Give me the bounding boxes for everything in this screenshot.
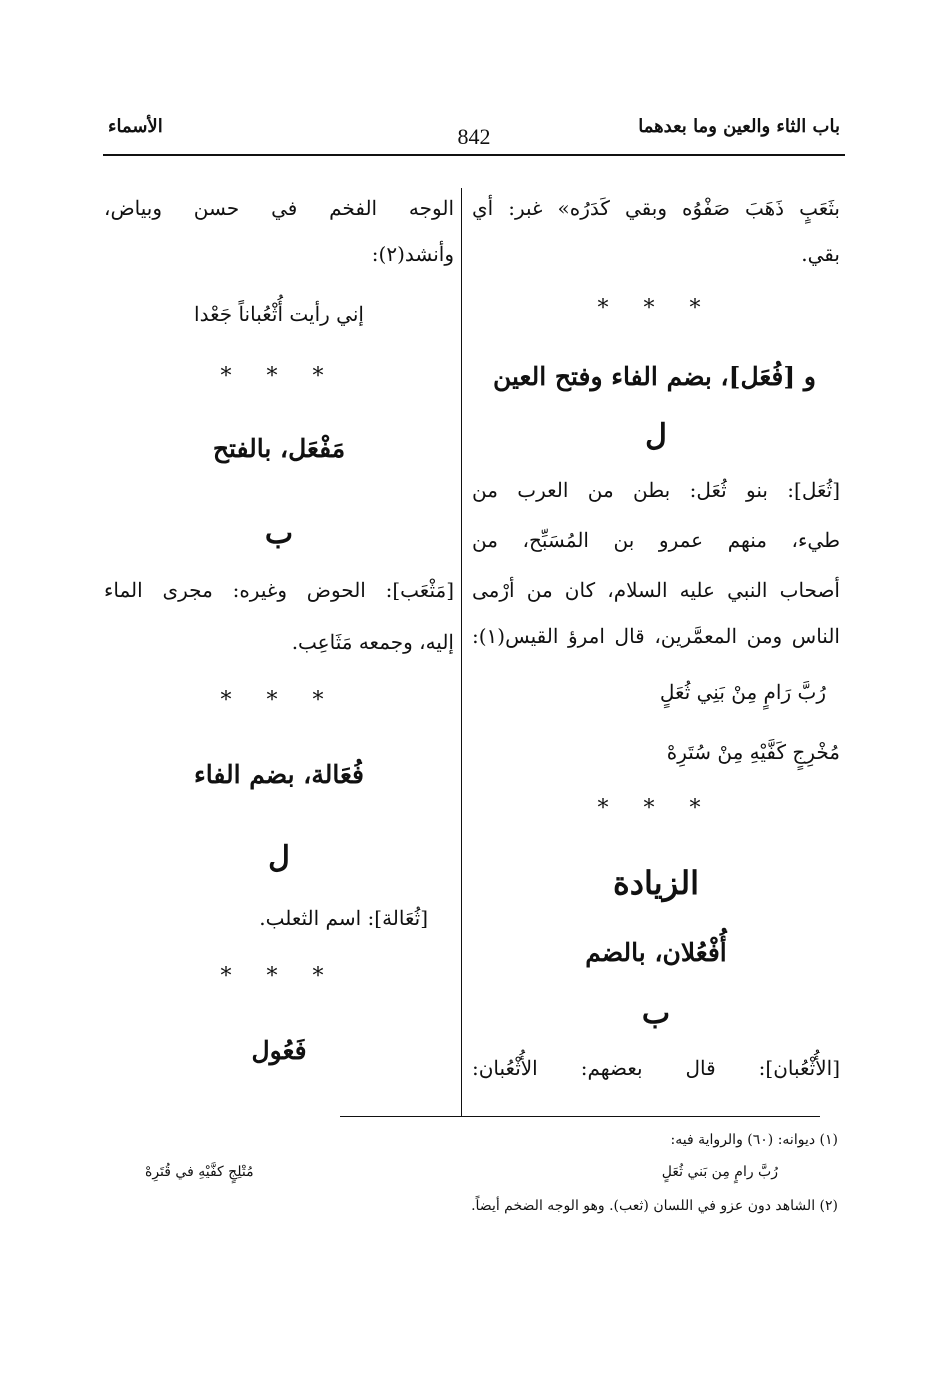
right-text-line-2: بقي. [801, 242, 840, 266]
running-header-right: باب الثاء والعين وما بعدهما [638, 116, 840, 137]
footnote-2: (٢) الشاهد دون عزو في اللسان (ثعب). وهو الوجه الضخم أيضاً. [471, 1198, 838, 1214]
verse-hemistich-2: مُخْرِجٍ كَفَّيْهِ مِنْ سُتَرِهْ [666, 740, 840, 764]
right-text-line-5: أصحاب النبي عليه السلام، كان من أرْمى [472, 578, 840, 602]
left-text-line-1: الوجه الفخم في حسن وبياض، [104, 196, 454, 220]
section-separator: * * * [220, 688, 338, 713]
section-heading: مَفْعَل، بالفتح [212, 434, 346, 463]
right-text-line-4: طيء، منهم عمرو بن المُسَبِّح، من [472, 528, 840, 552]
root-letter-heading: ب [264, 516, 294, 551]
footnote-rule [340, 1116, 820, 1117]
left-text-line-2: وأنشد(٢): [371, 242, 454, 266]
footnote-1: (١) ديوانه: (٦٠) والرواية فيه: [670, 1132, 838, 1148]
section-heading: و [فُعَل]، بضم الفاء وفتح العين [492, 362, 816, 391]
verse-hemistich-1: رُبَّ رَامٍ مِنْ بَنِي ثُعَلٍ [659, 680, 826, 704]
footnote-verse-b: مُتْلِجٍ كفَّيْهِ في قُتَرِهْ [145, 1164, 254, 1180]
right-text-line-6: الناس ومن المعمَّرين، قال امرؤ القيس(١): [472, 624, 840, 648]
section-heading: أُفْعُلان، بالضم [585, 938, 727, 967]
section-separator: * * * [597, 296, 715, 321]
section-separator: * * * [597, 796, 715, 821]
right-text-line-3: [ثُعَل]: بنو ثُعَل: بطن من العرب من [472, 478, 840, 502]
verse-line: إني رأيت أُثْعُباناً جَعْدا [194, 302, 364, 326]
section-separator: * * * [220, 364, 338, 389]
root-letter-heading: ب [641, 996, 671, 1031]
left-column [104, 0, 454, 1120]
right-text-line-7: [الأُثْعُبان]: قال بعضهم: الأُثْعُبان: [472, 1056, 840, 1080]
section-heading: فَعُول [251, 1036, 307, 1065]
column-divider [461, 188, 462, 1116]
major-section-heading: الزيادة [613, 864, 699, 902]
right-text-line-1: بثَعَبٍ ذَهَبَ صَفْوُه وبقي كَدَرُه» غبر: أي [472, 196, 840, 220]
root-letter-heading: ل [645, 418, 667, 453]
running-header-left: الأسماء [108, 116, 163, 137]
right-column [472, 0, 840, 1120]
left-text-line-4: إليه، وجمعه مَثَاعِب. [291, 630, 454, 654]
section-separator: * * * [220, 964, 338, 989]
root-letter-heading: ل [268, 840, 290, 875]
left-text-line-3: [مَثْعَب]: الحوض وغيره: مجرى الماء [104, 578, 454, 602]
footnote-verse-a: رُبَّ رامٍ مِن بَني ثُعَلٍ [661, 1164, 778, 1180]
page-number: 842 [457, 124, 491, 149]
section-heading: فُعَالة، بضم الفاء [194, 760, 364, 789]
left-text-line-5: [ثُعَالة]: اسم الثعلب. [259, 906, 428, 930]
